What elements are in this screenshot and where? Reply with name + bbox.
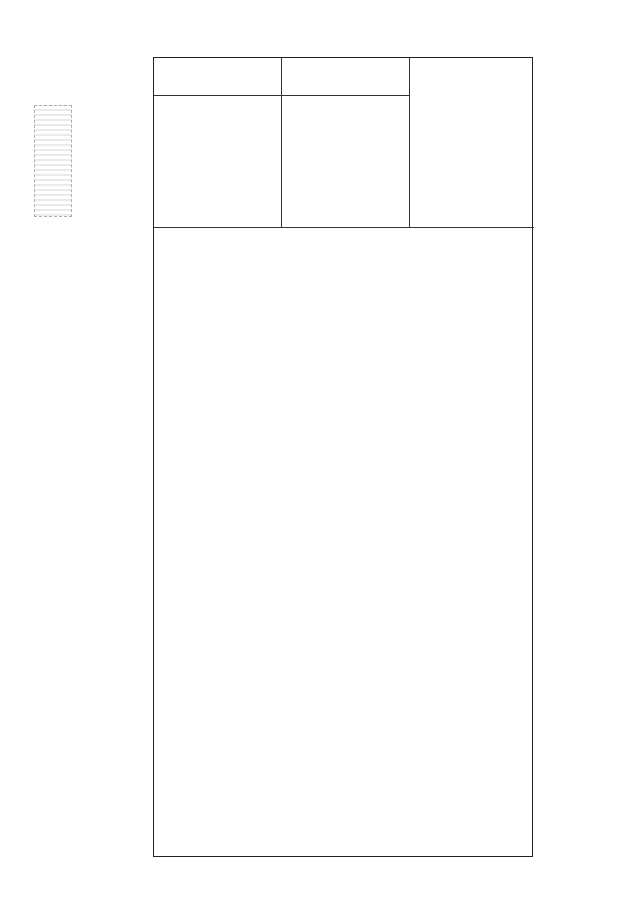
- col-number-2: [154, 58, 282, 96]
- address-cell: [154, 96, 282, 228]
- data-table: [153, 57, 533, 857]
- col-number-1: [282, 58, 410, 96]
- stamp-mark: [34, 105, 72, 217]
- address-cell: [282, 96, 410, 228]
- total-header: [410, 58, 534, 228]
